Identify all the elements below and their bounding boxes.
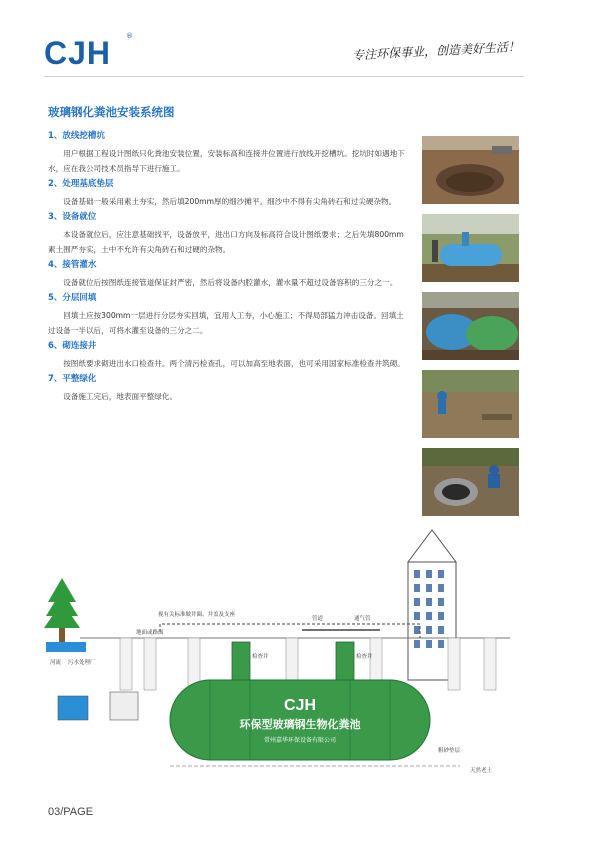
photo-excavation: [422, 136, 519, 204]
tree-icon: [44, 578, 80, 642]
section-heading: 5、分层回填: [48, 293, 97, 303]
logo-registered-mark: ®: [126, 32, 133, 40]
outlet-tank: [58, 696, 88, 720]
section-1: [48, 130, 406, 176]
vent-label: 通气管: [354, 616, 371, 622]
inspection-well-2: [336, 642, 354, 682]
pipe-note-label: 视有关标准做井圈、井盖及支座: [158, 612, 236, 618]
brand-logo: [44, 36, 134, 70]
section-4: [48, 259, 406, 290]
river: [46, 642, 86, 652]
page-number: 03/PAGE: [48, 806, 94, 818]
section-body: 回填土应按300mm一层进行分层夯实回填，宜用人工夯，小心施工；不得局部猛力冲击设备。回填土过设备一半以后，可将水灌至设备的三分之二。: [48, 311, 404, 335]
section-7: [48, 373, 406, 404]
section-6: [48, 340, 406, 371]
section-3: [48, 211, 406, 257]
tank-brand: CJH: [283, 697, 317, 714]
ground-label: 地面或路面: [136, 630, 164, 636]
pipe-label: 管道: [312, 616, 324, 622]
section-body: 本设备就位后，应注意基础找平，设备放平，进出口方向及标高符合设计图纸要求；之后先填800mm素土围严夯实，土中不允许有尖角砖石和过硬的杂物。: [48, 230, 404, 254]
section-body: 按图纸要求砌进出水口检查井。两个清污检查孔，可以加高至地表面，也可采用国家标准检查井筑砌。: [63, 359, 405, 368]
logo-text: CJH: [44, 35, 112, 71]
inspection-label-1: 检查井: [252, 654, 269, 660]
river-label: 河流: [50, 660, 62, 666]
sand-label: 粗砂垫层: [438, 748, 461, 754]
photo-backfill: [422, 370, 519, 438]
header-divider: [44, 76, 524, 77]
section-5: [48, 292, 406, 338]
section-body: 设备就位后按图纸连接管道保证封严密，然后将设备内腔灌水，灌水量不超过设备容积的三分之一。: [63, 278, 398, 287]
slogan: 专注环保事业，创造美好生活！: [351, 39, 521, 63]
section-heading: 7、平整绿化: [48, 374, 97, 384]
section-heading: 1、放线挖槽坑: [48, 131, 105, 141]
tank-title: 环保型玻璃钢生物化粪池: [239, 718, 361, 731]
tank-company: 常州嘉华环保设备有限公司: [263, 737, 337, 744]
section-heading: 6、砌连接井: [48, 341, 97, 351]
inspection-label-2: 检查井: [356, 654, 373, 660]
inspection-well-1: [232, 642, 250, 682]
section-2: [48, 178, 406, 209]
section-heading: 2、处理基底垫层: [48, 179, 114, 189]
plant-label: 污水处理厂: [68, 660, 96, 666]
pipe-line: [160, 624, 420, 638]
section-body: 用户根据工程设计图纸只化粪池安装位置，安装标高和连接井位置进行放线开挖槽坑。挖坑时如遇地下水，应在我公司技术员指导下进行施工。: [48, 149, 405, 173]
installation-diagram: [40, 520, 560, 790]
section-body: 设备施工完后，地表面平整绿化。: [63, 392, 178, 401]
section-heading: 3、设备就位: [48, 212, 97, 222]
outlet-well: [110, 692, 138, 720]
soil-label: 天然老土: [470, 768, 493, 774]
instructions: [48, 130, 406, 406]
photo-column: [422, 136, 519, 526]
page-title: 玻璃钢化粪池安装系统图: [48, 105, 175, 119]
septic-tank: [170, 680, 430, 760]
photo-green-tanks: [422, 292, 519, 360]
photo-tank-placement: [422, 214, 519, 282]
section-body: 设备基础一般采用素土夯实，然后填200mm厚的细沙摊平。细沙中不得有尖角砖石和过尖硬杂物。: [63, 197, 397, 206]
photo-manhole: [422, 448, 519, 516]
section-heading: 4、接管灌水: [48, 260, 97, 270]
